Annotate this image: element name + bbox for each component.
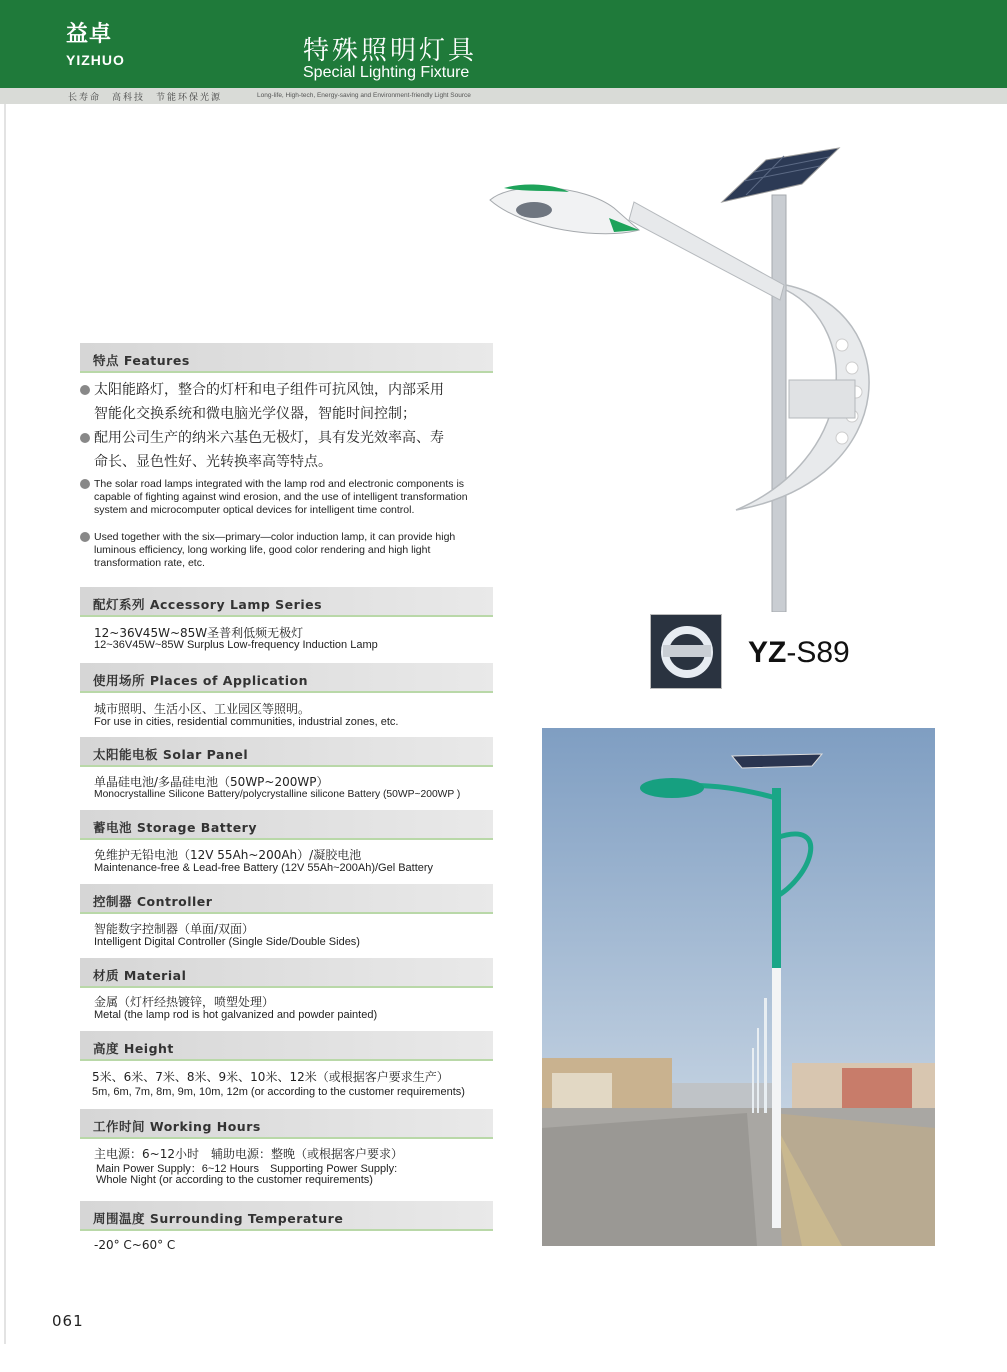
page-margin-rule [4,104,6,1344]
section-features-header [80,343,493,373]
material-cn: 金属（灯杆经热镀锌，喷塑处理） [94,995,275,1009]
hours-en-2: Whole Night (or according to the customer requirements) [96,1174,373,1186]
features-english-2: Used together with the six—primary—color induction lamp, it can provide high luminous efficiency, long working life, good color rendering and high light transformation rate, etc. [80,531,500,570]
section-height-header: 高度 Height [80,1031,493,1061]
bullet-icon [80,479,90,489]
places-cn: 城市照明、生活小区、工业园区等照明。 [94,702,311,716]
pole-graphic [772,195,786,612]
hours-cn: 主电源：6~12小时 辅助电源：整晚（或根据客户要求） [94,1147,403,1161]
section-controller-header: 控制器 Controller [80,884,493,914]
header-bar [0,0,1007,88]
bullet-icon [80,532,90,542]
features-cn-line-2: 智能化交换系统和微电脑光学仪器，智能时间控制； [94,406,416,422]
page-title-english: Special Lighting Fixture [303,64,470,81]
battery-cn: 免维护无铅电池（12V 55Ah~200Ah）/凝胶电池 [94,848,362,862]
section-solar-header: 太阳能电板 Solar Panel [80,737,493,767]
features-cn-line-3: 配用公司生产的纳米六基色无极灯，具有发光效率高、寿 [80,426,444,450]
model-suffix: -S89 [786,636,850,669]
bullet-icon [80,385,90,395]
tagline-chinese: 长寿命 高科技 节能环保光源 [68,93,223,103]
features-english-1: The solar road lamps integrated with the lamp rod and electronic components is capable of fighting against wind erosion, and the use of intelligent transformation system and microcomputer optical devices for intelligent time control. [80,478,500,517]
height-cn: 5米、6米、7米、8米、9米、10米、12米（或根据客户要求生产） [92,1070,449,1084]
hours-en-1: Main Power Supply：6~12 Hours Supporting Power Supply: [96,1163,398,1175]
temperature-value: -20° C~60° C [94,1238,176,1252]
features-chinese [80,378,444,474]
lamp-series-cn: 12~36V45W~85W圣普利低频无极灯 [94,626,304,640]
model-number [748,636,850,670]
material-en: Metal (the lamp rod is hot galvanized and powder painted) [94,1009,378,1021]
controller-en: Intelligent Digital Controller (Single Side/Double Sides) [94,936,360,948]
places-en: For use in cities, residential communities, industrial zones, etc. [94,716,399,728]
controller-cn: 智能数字控制器（单面/双面） [94,922,255,936]
section-hours-header: 工作时间 Working Hours [80,1109,493,1139]
features-cn-line-1: 太阳能路灯，整合的灯杆和电子组件可抗风蚀，内部采用 [80,378,444,402]
induction-lamp-thumbnail [650,614,722,689]
section-material-header: 材质 Material [80,958,493,988]
solar-en: Monocrystalline Silicone Battery/polycrystalline silicone Battery (50WP~200WP ) [94,789,461,800]
section-temperature-header: 周围温度 Surrounding Temperature [80,1201,493,1231]
section-battery-header: 蓄电池 Storage Battery [80,810,493,840]
battery-box-graphic [789,380,855,418]
section-features-title: 特点 Features [93,353,190,368]
induction-lamp-icon [651,615,723,690]
bullet-icon [80,433,90,443]
lamp-head-graphic [490,185,639,234]
street-installation-photo [542,728,935,1246]
street-lamp-illustration [484,140,884,612]
lamp-series-en: 12~36V45W~85W Surplus Low-frequency Induction Lamp [94,639,378,651]
section-places-header: 使用场所 Places of Application [80,663,493,693]
battery-en: Maintenance-free & Lead-free Battery (12V 55Ah~200Ah)/Gel Battery [94,862,434,874]
page-number: 061 [52,1312,84,1330]
logo-chinese: 益卓 [66,22,113,47]
page-title-chinese: 特殊照明灯具 [303,36,478,66]
section-lamp-series-header: 配灯系列 Accessory Lamp Series [80,587,493,617]
model-prefix: YZ [748,636,787,669]
solar-cn: 单晶硅电池/多晶硅电池（50WP~200WP） [94,775,329,789]
lamp-arm-graphic [629,202,784,300]
tagline-english: Long-life, High-tech, Energy-saving and Environment-friendly Light Source [257,92,471,99]
features-cn-line-4: 命长、显色性好、光转换率高等特点。 [94,454,332,470]
logo-english: YIZHUO [66,52,125,68]
height-en: 5m, 6m, 7m, 8m, 9m, 10m, 12m (or according to the customer requirements) [92,1086,465,1098]
solar-panel-graphic [722,148,839,202]
